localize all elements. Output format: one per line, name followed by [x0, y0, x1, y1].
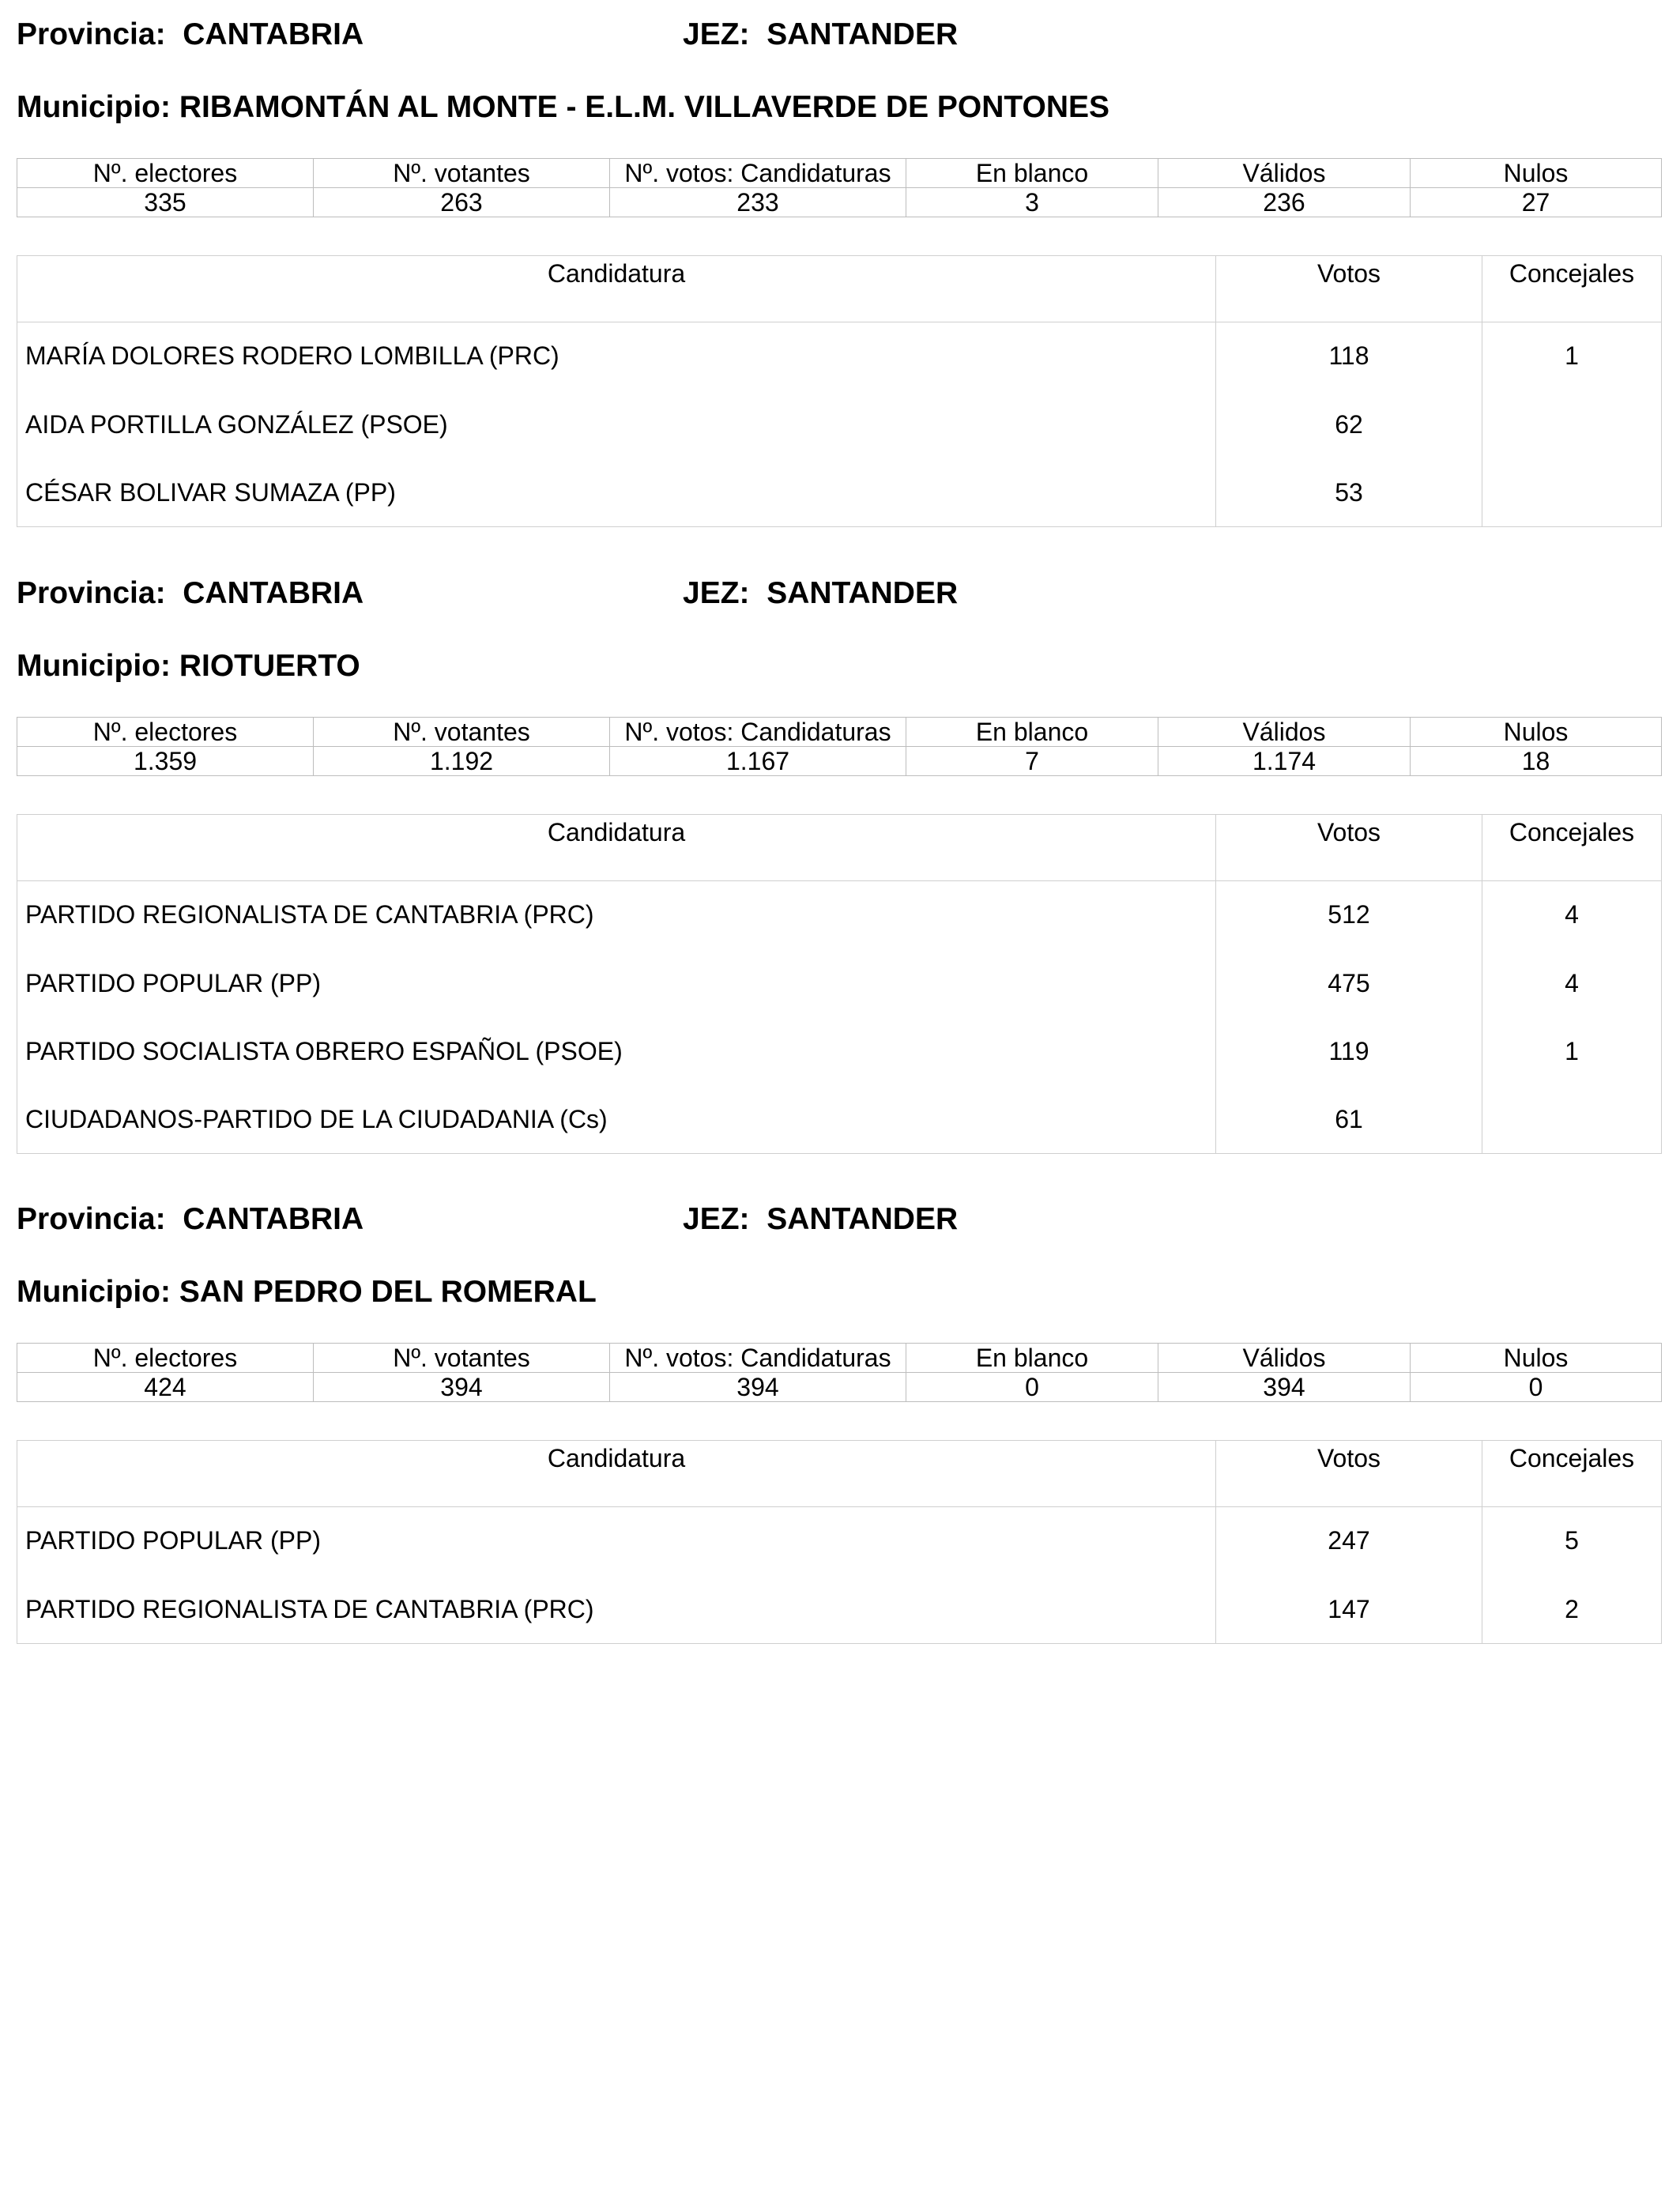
candidate-name: PARTIDO POPULAR (PP)	[17, 949, 1216, 1017]
provincia-label: Provincia:	[17, 17, 166, 51]
summary-header-cell: Nº. votantes	[314, 159, 610, 188]
table-row	[17, 949, 1662, 1017]
jez-value: SANTANDER	[767, 1202, 959, 1236]
header-candidatura: Candidatura	[17, 256, 1216, 322]
candidate-seats: 4	[1482, 881, 1662, 950]
summary-value-cell: 1.167	[610, 747, 906, 776]
jez-value: SANTANDER	[767, 576, 959, 610]
candidate-votes: 119	[1216, 1017, 1482, 1085]
candidates-table	[17, 255, 1662, 527]
candidates-header-row	[17, 815, 1662, 881]
candidate-votes: 147	[1216, 1575, 1482, 1644]
summary-header-row	[17, 159, 1662, 188]
summary-value-cell: 394	[314, 1373, 610, 1402]
candidate-votes: 53	[1216, 458, 1482, 527]
summary-value-cell: 1.359	[17, 747, 314, 776]
candidate-seats	[1482, 1085, 1662, 1154]
municipio-value: RIBAMONTÁN AL MONTE - E.L.M. VILLAVERDE DE PONTONES	[179, 90, 1110, 124]
jez-label: JEZ:	[683, 17, 750, 51]
summary-value-cell: 3	[906, 188, 1158, 217]
table-row	[17, 322, 1662, 391]
candidates-header-row	[17, 256, 1662, 322]
section-san-pedro-del-romeral	[17, 1196, 1661, 1644]
header-concejales: Concejales	[1482, 815, 1662, 881]
candidate-votes: 61	[1216, 1085, 1482, 1154]
summary-header-cell: Nulos	[1411, 1344, 1662, 1373]
candidate-name: PARTIDO POPULAR (PP)	[17, 1507, 1216, 1576]
summary-value-cell: 394	[1158, 1373, 1411, 1402]
municipio-line	[17, 643, 1661, 690]
candidate-name: PARTIDO REGIONALISTA DE CANTABRIA (PRC)	[17, 1575, 1216, 1644]
summary-header-cell: Nº. votos: Candidaturas	[610, 159, 906, 188]
summary-header-cell: Nº. votantes	[314, 1344, 610, 1373]
municipio-label: Municipio:	[17, 90, 171, 124]
candidate-votes: 475	[1216, 949, 1482, 1017]
summary-value-cell: 233	[610, 188, 906, 217]
candidate-name: MARÍA DOLORES RODERO LOMBILLA (PRC)	[17, 322, 1216, 391]
summary-header-cell: En blanco	[906, 718, 1158, 747]
header-concejales: Concejales	[1482, 1441, 1662, 1507]
candidate-seats: 4	[1482, 949, 1662, 1017]
provincia-value: CANTABRIA	[183, 1202, 364, 1236]
jez-line	[683, 570, 958, 617]
summary-value-cell: 394	[610, 1373, 906, 1402]
candidate-seats: 5	[1482, 1507, 1662, 1576]
candidate-votes: 62	[1216, 390, 1482, 458]
summary-header-row	[17, 1344, 1662, 1373]
summary-header-cell: Nulos	[1411, 159, 1662, 188]
candidates-table	[17, 1440, 1662, 1644]
summary-header-cell: Nº. votos: Candidaturas	[610, 718, 906, 747]
province-line	[17, 11, 1661, 58]
candidate-name: PARTIDO REGIONALISTA DE CANTABRIA (PRC)	[17, 881, 1216, 950]
header-votos: Votos	[1216, 1441, 1482, 1507]
candidate-seats: 1	[1482, 322, 1662, 391]
summary-header-cell: Nº. electores	[17, 1344, 314, 1373]
summary-header-row	[17, 718, 1662, 747]
jez-line	[683, 11, 958, 58]
summary-table	[17, 717, 1662, 776]
summary-header-cell: En blanco	[906, 1344, 1158, 1373]
candidates-header-row	[17, 1441, 1662, 1507]
summary-table	[17, 1343, 1662, 1402]
summary-header-cell: Válidos	[1158, 718, 1411, 747]
jez-value: SANTANDER	[767, 17, 959, 51]
summary-value-row	[17, 747, 1662, 776]
summary-value-row	[17, 1373, 1662, 1402]
summary-value-cell: 18	[1411, 747, 1662, 776]
municipio-line	[17, 84, 1661, 131]
summary-value-cell: 236	[1158, 188, 1411, 217]
summary-value-cell: 7	[906, 747, 1158, 776]
summary-header-cell: Nº. votos: Candidaturas	[610, 1344, 906, 1373]
header-candidatura: Candidatura	[17, 1441, 1216, 1507]
header-concejales: Concejales	[1482, 256, 1662, 322]
municipio-line	[17, 1269, 1661, 1316]
table-row	[17, 1507, 1662, 1576]
table-row	[17, 881, 1662, 950]
summary-value-cell: 0	[1411, 1373, 1662, 1402]
header-candidatura: Candidatura	[17, 815, 1216, 881]
candidate-name: PARTIDO SOCIALISTA OBRERO ESPAÑOL (PSOE)	[17, 1017, 1216, 1085]
summary-value-cell: 1.192	[314, 747, 610, 776]
summary-value-cell: 1.174	[1158, 747, 1411, 776]
section-ribamontan	[17, 11, 1661, 527]
table-row	[17, 1575, 1662, 1644]
summary-header-cell: Válidos	[1158, 159, 1411, 188]
summary-value-cell: 335	[17, 188, 314, 217]
jez-line	[683, 1196, 958, 1243]
summary-header-cell: Válidos	[1158, 1344, 1411, 1373]
provincia-value: CANTABRIA	[183, 17, 364, 51]
header-votos: Votos	[1216, 815, 1482, 881]
provincia-label: Provincia:	[17, 576, 166, 610]
summary-value-cell: 0	[906, 1373, 1158, 1402]
jez-label: JEZ:	[683, 576, 750, 610]
candidate-seats: 2	[1482, 1575, 1662, 1644]
header-votos: Votos	[1216, 256, 1482, 322]
candidate-name: CÉSAR BOLIVAR SUMAZA (PP)	[17, 458, 1216, 527]
municipio-value: SAN PEDRO DEL ROMERAL	[179, 1275, 597, 1309]
summary-table	[17, 158, 1662, 217]
candidate-seats	[1482, 458, 1662, 527]
municipio-value: RIOTUERTO	[179, 649, 360, 683]
province-line	[17, 1196, 1661, 1243]
summary-value-row	[17, 188, 1662, 217]
summary-header-cell: Nº. votantes	[314, 718, 610, 747]
table-row	[17, 390, 1662, 458]
table-row	[17, 1085, 1662, 1154]
table-row	[17, 458, 1662, 527]
candidate-votes: 512	[1216, 881, 1482, 950]
candidate-votes: 247	[1216, 1507, 1482, 1576]
provincia-label: Provincia:	[17, 1202, 166, 1236]
candidates-table	[17, 814, 1662, 1154]
provincia-value: CANTABRIA	[183, 576, 364, 610]
table-row	[17, 1017, 1662, 1085]
summary-header-cell: Nulos	[1411, 718, 1662, 747]
candidate-name: CIUDADANOS-PARTIDO DE LA CIUDADANIA (Cs)	[17, 1085, 1216, 1154]
province-line	[17, 570, 1661, 617]
summary-header-cell: Nº. electores	[17, 718, 314, 747]
candidate-seats: 1	[1482, 1017, 1662, 1085]
municipio-label: Municipio:	[17, 1275, 171, 1309]
jez-label: JEZ:	[683, 1202, 750, 1236]
summary-header-cell: Nº. electores	[17, 159, 314, 188]
candidate-seats	[1482, 390, 1662, 458]
candidate-name: AIDA PORTILLA GONZÁLEZ (PSOE)	[17, 390, 1216, 458]
summary-value-cell: 27	[1411, 188, 1662, 217]
candidate-votes: 118	[1216, 322, 1482, 391]
summary-value-cell: 263	[314, 188, 610, 217]
summary-value-cell: 424	[17, 1373, 314, 1402]
municipio-label: Municipio:	[17, 649, 171, 683]
section-riotuerto	[17, 570, 1661, 1154]
summary-header-cell: En blanco	[906, 159, 1158, 188]
